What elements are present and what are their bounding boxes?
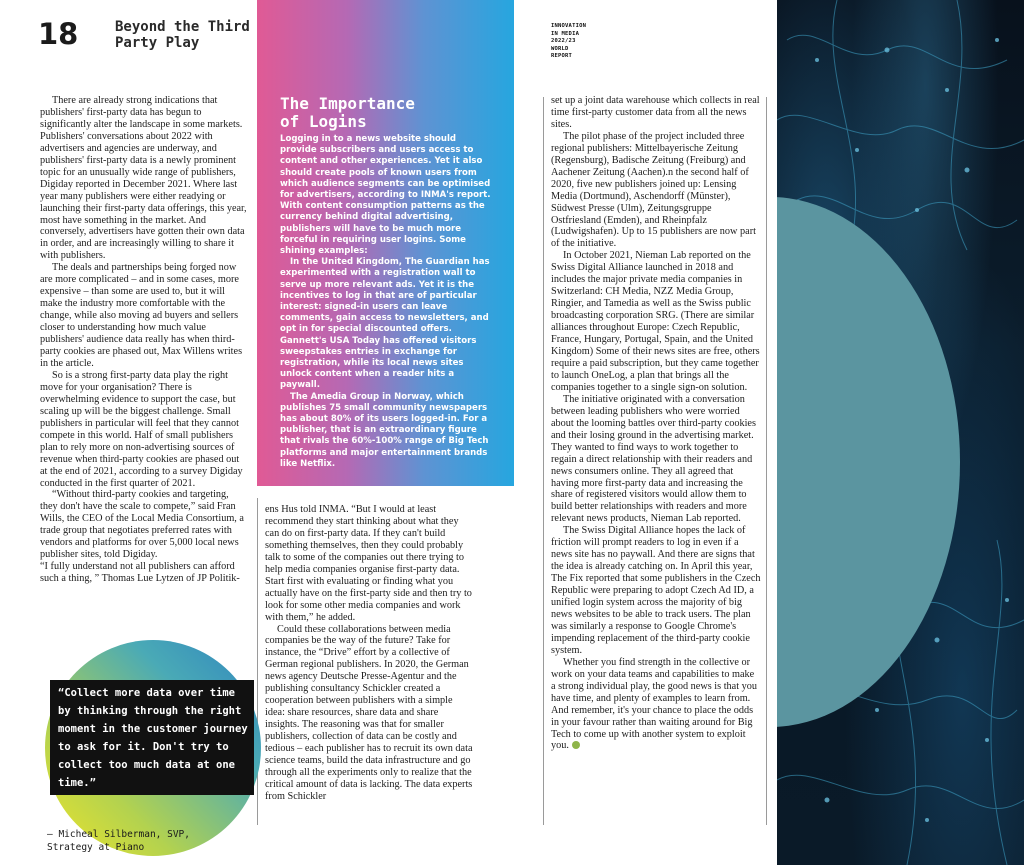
page-number: 18: [38, 17, 79, 51]
report-tag-right: INNOVATION IN MEDIA 2022/23 WORLD REPORT: [551, 23, 587, 59]
body-column-1: [40, 95, 248, 585]
end-mark-icon: [572, 741, 580, 749]
teal-disc: [777, 197, 960, 727]
sidebar-text: [280, 134, 492, 470]
body-paragraph: set up a joint data warehouse which collects in real time first-party customer data from all the news sites.: [551, 95, 760, 130]
quote-attribution: — Micheal Silberman, SVP, Strategy at Piano: [47, 829, 190, 853]
closing-paragraph-text: Whether you find strength in the collective or work on your data teams and capabilities to make a strong individual play, the good news is that you have time, and plenty of examples to learn from. And remember, it's your chance to place the odds in your favour rather than waiting around for Big Tech to come up with another system to exploit you.: [551, 656, 758, 752]
sidebar-paragraph: Logging in to a news website should provide subscribers and users access to content and other experiences. Yet it also should create pools of known users from which audience segments can be optimised for advertisers, according to INMA's report. With content consumption patterns as the currency behind digital advertising, publishers will have to be much more forceful in requiring user logins. Some shining examples:: [280, 134, 491, 257]
body-paragraph: There are already strong indications that publishers' first-party data has begun to significantly alter the landscape in some markets. Publishers' conversations about 2022 with advertisers and agencies are underway, and publishers' first-party data is a newly prominent topic for an unusually wide range of publishers, Digiday reported in December 2021. Where last year many publishers were either readying or launching their first-party data offerings, this year, most have something in the market. And conversely, advertisers have gotten their own data in order, and are increasingly willing to share it with publishers.: [40, 95, 247, 262]
body-paragraph: Could these collaborations between media companies be the way of the future? Take for instance, the “Drive” effort by a collective of German regional publishers. In 2020, the German news agency Deutsche Presse-Agentur and the publishing consultancy Schickler created a cooperation between publishers with a simple idea: share resources, share data and share insights. The reasoning was that for smaller publishers, collection of data can be costly and tedious – each publisher has to recruit its own data science teams, build the data infrastructure and go through all the experiments only to realize that the critical amount of data is lacking. The data experts from Schickler: [265, 623, 473, 802]
sidebar-paragraph: In the United Kingdom, The Guardian has experimented with a registration wall to serve up more relevant ads. Yet it is the incentives to log in that are of particular interest: signed-in users can leave comments, gain access to newsletters, and opt in for special discounted offers. Gannett's USA Today has offered visitors sweepstakes entries in exchange for registration, while its local news sites unlock content when a reader hits a paywall.: [280, 257, 490, 391]
body-paragraph: [551, 657, 761, 753]
body-paragraph: The initiative originated with a conversation between leading publishers who were worried about the looming battles over third-party cookies and their losing ground in the advertising market. They wanted to find ways to work together to regain a direct relationship with their readers and news consumers online. They all agreed that having more first-party data and increasing the share of registered visitors would allow them to build better relationships with readers and more relevant news products, Nieman Lab reported.: [551, 393, 756, 525]
pull-quote: “Collect more data over time by thinking through the right moment in the customer journey to ask for it. Don't try to collect too much data at one time.”: [50, 680, 254, 795]
body-paragraph: In October 2021, Nieman Lab reported on the Swiss Digital Alliance launched in 2018 and includes the major private media companies in Switzerland: CH Media, NZZ Media Group, Ringier, and Tamedia as well as the Swiss public broadcasting corporation SRG. (There are similar alliances throughout Europe: Czech Republic, France, Hungary, Portugal, Spain, and the United Kingdom) Some of their news sites are free, others require a paid subscription, but they came together to launch OneLog, a plan that brings all the companies together to a single sign-on solution.: [551, 250, 760, 393]
body-paragraph: “I fully understand not all publishers can afford such a thing, ” Thomas Lue Lytzen of JP Politik-: [40, 561, 240, 585]
body-paragraph: The pilot phase of the project included three regional publishers: Mittelbayerische Zeitung (Regensburg), Badische Zeitung (Freiburg) and Aachener Zeitung (Aachen).n the second half of 2020, five new publishers joined up: Lensing Media (Dortmund), Aschendorff (Münster), Südwest Presse (Ulm), Zeitungsgruppe Ostfriesland (Emden), and Rheinpfalz (Ludwigshafen). Up to 15 publishers are now part of the initiative.: [551, 130, 756, 250]
section-title: Beyond the Third Party Play: [115, 19, 250, 51]
body-paragraph: “Without third-party cookies and targeting, they don't have the scale to compete,” said Fran Wills, the CEO of the Local Media Consortium, a trade group that negotiates preferred rates with vendors and platforms for over 5,000 local news publisher sites, told Digiday.: [40, 489, 244, 561]
sidebar-paragraph: The Amedia Group in Norway, which publishes 75 small community newspapers has about 80% of its users logged-in. For a publisher, that is an extraordinary figure that rivals the 60%-100% range of Big Tech platforms and major entertainment brands like Netflix.: [280, 391, 489, 469]
teal-disc-clip: [777, 0, 1024, 865]
body-column-2: [265, 504, 474, 803]
column-rule: [543, 97, 544, 825]
column-rule: [766, 97, 767, 825]
sidebar-title: The Importance of Logins: [280, 94, 415, 131]
body-paragraph: The deals and partnerships being forged now are more complicated – and in some cases, more expensive – than some are used to, but it will make the industry more comfortable with the change, while also moving ad buyers and sellers closer to understanding how much value publishers' audience data really has when third-party cookies are phased out, Max Willens writes in the article.: [40, 262, 243, 369]
body-paragraph: The Swiss Digital Alliance hopes the lack of friction will prompt readers to log in even if a news site has no paywall. And there are signs that the idea is already catching on. In April this year, The Fix reported that some publishers in the Czech Republic were preparing to adopt Czech Ad ID, a unified login system across the majority of big news websites to be able to track users. The plan was similarly a response to Google Chrome's impending replacement of the third-party cookie system.: [551, 525, 761, 656]
body-column-3: [551, 95, 761, 752]
body-paragraph: So is a strong first-party data play the right move for your organisation? There is overwhelming evidence to support the case, but scaling up will be the biggest challenge. Small publishers in particular will feel that they cannot compete in this world. Half of small publishers plan to rely more on non-advertising sources of revenue when third-party cookies are phased out at the end of 2021, according to a survey Digiday conducted in the first quarter of 2021.: [40, 369, 243, 489]
body-paragraph: ens Hus told INMA. “But I would at least recommend they start thinking about what they can do on first-party data. If they can't build something themselves, then they could probably talk to some of the companies out there trying to help media companies organise first-party data. Start first with evaluating or finding what you actually have on the first-party side and then try to look for some other media companies and work with them,” he added.: [265, 504, 472, 623]
